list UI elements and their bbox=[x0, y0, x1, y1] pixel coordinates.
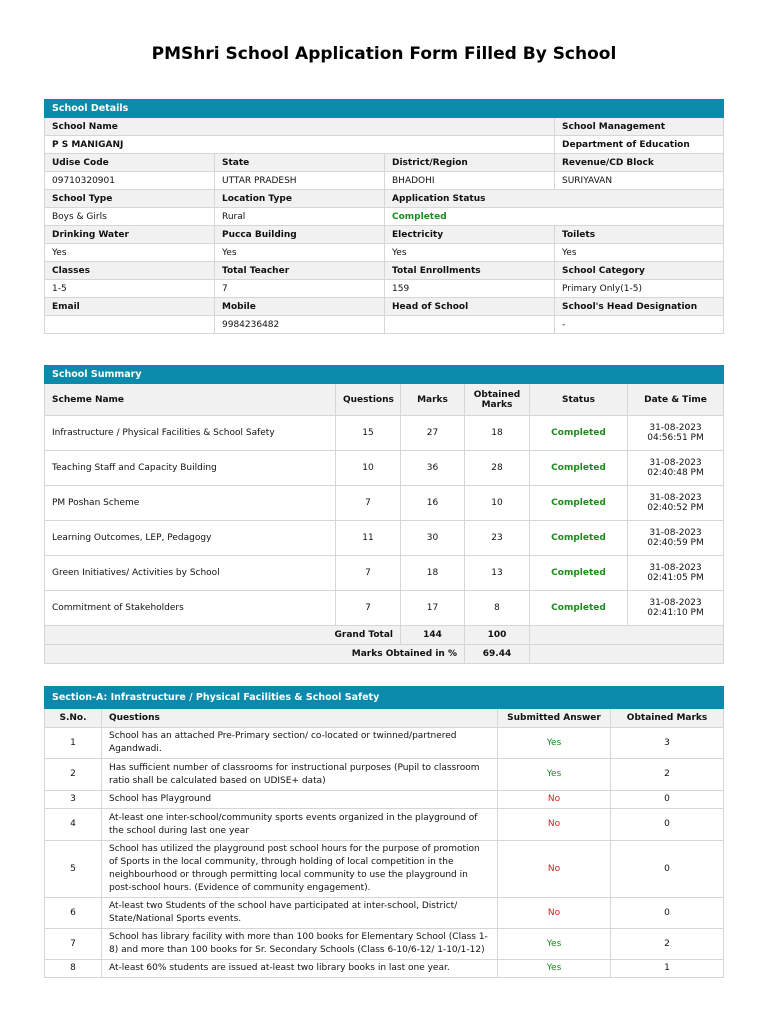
head-designation-label: School's Head Designation bbox=[555, 298, 724, 316]
time-text: 04:56:51 PM bbox=[647, 433, 704, 443]
scheme-name: PM Poshan Scheme bbox=[45, 486, 336, 521]
submitted-answer: No bbox=[498, 791, 611, 809]
scheme-name: Green Initiatives/ Activities by School bbox=[45, 556, 336, 591]
obtained-marks-value: 13 bbox=[465, 556, 530, 591]
col-submitted-answer: Submitted Answer bbox=[498, 709, 611, 728]
email-value bbox=[45, 316, 215, 334]
col-date-time: Date & Time bbox=[628, 384, 724, 416]
percent-spacer bbox=[530, 645, 724, 664]
total-enrollments-value: 159 bbox=[385, 280, 555, 298]
table-row bbox=[45, 809, 724, 841]
scheme-name: Infrastructure / Physical Facilities & School Safety bbox=[45, 416, 336, 451]
marks-value: 36 bbox=[401, 451, 465, 486]
time-text: 02:40:52 PM bbox=[647, 503, 704, 513]
mobile-label: Mobile bbox=[215, 298, 385, 316]
questions-count: 10 bbox=[336, 451, 401, 486]
submitted-answer: No bbox=[498, 898, 611, 929]
time-text: 02:40:48 PM bbox=[647, 468, 704, 478]
application-status-label: Application Status bbox=[385, 190, 724, 208]
classes-value: 1-5 bbox=[45, 280, 215, 298]
submitted-answer: Yes bbox=[498, 728, 611, 759]
col-scheme-name: Scheme Name bbox=[45, 384, 336, 416]
serial-number: 4 bbox=[45, 809, 102, 841]
date-text: 31-08-2023 bbox=[649, 493, 702, 503]
questions-count: 11 bbox=[336, 521, 401, 556]
table-row bbox=[45, 486, 724, 521]
school-details-header: School Details bbox=[45, 100, 724, 118]
school-type-label: School Type bbox=[45, 190, 215, 208]
state-value: UTTAR PRADESH bbox=[215, 172, 385, 190]
date-text: 31-08-2023 bbox=[649, 598, 702, 608]
percent-label: Marks Obtained in % bbox=[45, 645, 465, 664]
obtained-marks: 0 bbox=[611, 791, 724, 809]
scheme-name: Teaching Staff and Capacity Building bbox=[45, 451, 336, 486]
grand-total-marks: 144 bbox=[401, 626, 465, 645]
table-row bbox=[45, 556, 724, 591]
drinking-water-label: Drinking Water bbox=[45, 226, 215, 244]
location-type-value: Rural bbox=[215, 208, 385, 226]
obtained-marks: 0 bbox=[611, 809, 724, 841]
grand-total-label: Grand Total bbox=[45, 626, 401, 645]
serial-number: 5 bbox=[45, 841, 102, 898]
time-text: 02:41:05 PM bbox=[647, 573, 704, 583]
marks-value: 27 bbox=[401, 416, 465, 451]
head-of-school-value bbox=[385, 316, 555, 334]
col-questions-text: Questions bbox=[102, 709, 498, 728]
pucca-building-label: Pucca Building bbox=[215, 226, 385, 244]
state-label: State bbox=[215, 154, 385, 172]
school-name-label: School Name bbox=[45, 118, 555, 136]
obtained-marks: 1 bbox=[611, 960, 724, 978]
obtained-marks: 0 bbox=[611, 841, 724, 898]
submitted-answer: Yes bbox=[498, 960, 611, 978]
col-marks: Marks bbox=[401, 384, 465, 416]
date-text: 31-08-2023 bbox=[649, 563, 702, 573]
section-a-header: Section-A: Infrastructure / Physical Facilities & School Safety bbox=[45, 687, 724, 709]
grand-total-obtained: 100 bbox=[465, 626, 530, 645]
obtained-marks: 2 bbox=[611, 929, 724, 960]
block-label: Revenue/CD Block bbox=[555, 154, 724, 172]
col-obtained-marks: Obtained Marks bbox=[611, 709, 724, 728]
serial-number: 6 bbox=[45, 898, 102, 929]
school-management-label: School Management bbox=[555, 118, 724, 136]
electricity-label: Electricity bbox=[385, 226, 555, 244]
electricity-value: Yes bbox=[385, 244, 555, 262]
school-management-value: Department of Education bbox=[555, 136, 724, 154]
district-value: BHADOHI bbox=[385, 172, 555, 190]
question-text: School has an attached Pre-Primary section/ co-located or twinned/partnered Agandwadi. bbox=[102, 728, 498, 759]
question-text: At-least one inter-school/community sports events organized in the playground of the school during last one year bbox=[102, 809, 498, 841]
toilets-label: Toilets bbox=[555, 226, 724, 244]
location-type-label: Location Type bbox=[215, 190, 385, 208]
table-row bbox=[45, 759, 724, 791]
head-designation-value: - bbox=[555, 316, 724, 334]
status-text: Completed bbox=[530, 591, 628, 626]
table-row bbox=[45, 416, 724, 451]
scheme-name: Commitment of Stakeholders bbox=[45, 591, 336, 626]
toilets-value: Yes bbox=[555, 244, 724, 262]
obtained-marks-value: 10 bbox=[465, 486, 530, 521]
pucca-building-value: Yes bbox=[215, 244, 385, 262]
col-status: Status bbox=[530, 384, 628, 416]
col-sno: S.No. bbox=[45, 709, 102, 728]
table-row bbox=[45, 451, 724, 486]
page-title: PMShri School Application Form Filled By School bbox=[151, 44, 617, 64]
scheme-name: Learning Outcomes, LEP, Pedagogy bbox=[45, 521, 336, 556]
school-type-value: Boys & Girls bbox=[45, 208, 215, 226]
col-questions: Questions bbox=[336, 384, 401, 416]
status-text: Completed bbox=[530, 416, 628, 451]
serial-number: 1 bbox=[45, 728, 102, 759]
serial-number: 2 bbox=[45, 759, 102, 791]
questions-count: 7 bbox=[336, 556, 401, 591]
school-summary-table bbox=[44, 365, 724, 664]
submitted-answer: No bbox=[498, 809, 611, 841]
total-enrollments-label: Total Enrollments bbox=[385, 262, 555, 280]
status-text: Completed bbox=[530, 521, 628, 556]
question-text: School has library facility with more than 100 books for Elementary School (Class 1-8) and more than 100 books for Sr. Secondary Schools (Class 6-10/6-12/ 1-10/1-12) bbox=[102, 929, 498, 960]
obtained-marks-value: 23 bbox=[465, 521, 530, 556]
udise-label: Udise Code bbox=[45, 154, 215, 172]
school-category-label: School Category bbox=[555, 262, 724, 280]
status-text: Completed bbox=[530, 556, 628, 591]
questions-count: 7 bbox=[336, 591, 401, 626]
udise-value: 09710320901 bbox=[45, 172, 215, 190]
questions-count: 15 bbox=[336, 416, 401, 451]
col-obtained-marks: Obtained Marks bbox=[465, 384, 530, 416]
school-summary-header: School Summary bbox=[45, 366, 724, 384]
question-text: Has sufficient number of classrooms for instructional purposes (Pupil to classroom ratio shall be calculated based on UDISE+ data) bbox=[102, 759, 498, 791]
school-name-value: P S MANIGANJ bbox=[45, 136, 555, 154]
date-text: 31-08-2023 bbox=[649, 458, 702, 468]
marks-value: 16 bbox=[401, 486, 465, 521]
question-text: At-least 60% students are issued at-least two library books in last one year. bbox=[102, 960, 498, 978]
table-row bbox=[45, 791, 724, 809]
head-of-school-label: Head of School bbox=[385, 298, 555, 316]
table-row bbox=[45, 591, 724, 626]
table-row bbox=[45, 929, 724, 960]
grand-total-spacer bbox=[530, 626, 724, 645]
date-text: 31-08-2023 bbox=[649, 423, 702, 433]
question-text: School has utilized the playground post school hours for the purpose of promotion of Sports in the local community, through holding of local competition in the neighbourhood or through permitting local community to use the playground in post-school hours. (Evidence of community engagement). bbox=[102, 841, 498, 898]
submitted-answer: Yes bbox=[498, 929, 611, 960]
obtained-marks: 2 bbox=[611, 759, 724, 791]
submitted-answer: Yes bbox=[498, 759, 611, 791]
application-status-value: Completed bbox=[385, 208, 724, 226]
percent-value: 69.44 bbox=[465, 645, 530, 664]
obtained-marks: 3 bbox=[611, 728, 724, 759]
marks-value: 18 bbox=[401, 556, 465, 591]
time-text: 02:41:10 PM bbox=[647, 608, 704, 618]
total-teacher-label: Total Teacher bbox=[215, 262, 385, 280]
question-text: At-least two Students of the school have participated at inter-school, District/ State/National Sports events. bbox=[102, 898, 498, 929]
block-value: SURIYAVAN bbox=[555, 172, 724, 190]
school-category-value: Primary Only(1-5) bbox=[555, 280, 724, 298]
classes-label: Classes bbox=[45, 262, 215, 280]
status-text: Completed bbox=[530, 451, 628, 486]
status-text: Completed bbox=[530, 486, 628, 521]
obtained-marks-value: 8 bbox=[465, 591, 530, 626]
mobile-value: 9984236482 bbox=[215, 316, 385, 334]
questions-count: 7 bbox=[336, 486, 401, 521]
obtained-marks-value: 18 bbox=[465, 416, 530, 451]
section-a-table bbox=[44, 686, 724, 978]
total-teacher-value: 7 bbox=[215, 280, 385, 298]
email-label: Email bbox=[45, 298, 215, 316]
district-label: District/Region bbox=[385, 154, 555, 172]
serial-number: 7 bbox=[45, 929, 102, 960]
table-row bbox=[45, 898, 724, 929]
table-row bbox=[45, 521, 724, 556]
marks-value: 30 bbox=[401, 521, 465, 556]
table-row bbox=[45, 960, 724, 978]
table-row bbox=[45, 841, 724, 898]
serial-number: 8 bbox=[45, 960, 102, 978]
school-details-table bbox=[44, 99, 724, 334]
submitted-answer: No bbox=[498, 841, 611, 898]
time-text: 02:40:59 PM bbox=[647, 538, 704, 548]
table-row bbox=[45, 728, 724, 759]
serial-number: 3 bbox=[45, 791, 102, 809]
drinking-water-value: Yes bbox=[45, 244, 215, 262]
date-text: 31-08-2023 bbox=[649, 528, 702, 538]
obtained-marks-value: 28 bbox=[465, 451, 530, 486]
obtained-marks: 0 bbox=[611, 898, 724, 929]
marks-value: 17 bbox=[401, 591, 465, 626]
question-text: School has Playground bbox=[102, 791, 498, 809]
